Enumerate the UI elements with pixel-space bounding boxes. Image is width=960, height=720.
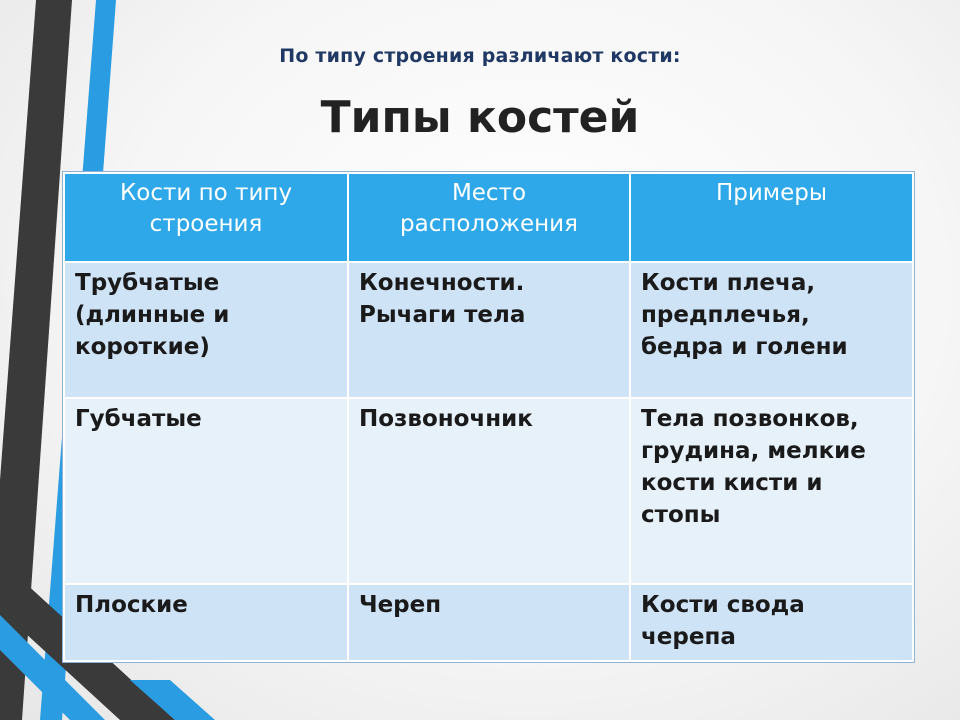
slide-title: Типы костей <box>320 92 640 143</box>
cell-text: Плоские <box>75 592 188 618</box>
table-cell <box>64 584 348 661</box>
table-row <box>64 398 913 584</box>
table-cell <box>630 262 913 398</box>
slide-subtitle: По типу строения различают кости: <box>279 45 681 67</box>
header-structure-type <box>64 173 348 262</box>
table-cell <box>630 398 913 584</box>
header-location <box>348 173 630 262</box>
table-header-row <box>64 173 913 262</box>
cell-text: Конечности. Рычаги тела <box>359 270 526 328</box>
cell-text: Трубчатые (длинные и короткие) <box>75 270 230 360</box>
table-cell <box>64 398 348 584</box>
table-cell <box>630 584 913 661</box>
cell-text: Кости свода черепа <box>641 592 805 650</box>
table-cell <box>64 262 348 398</box>
cell-text: Позвоночник <box>359 406 533 432</box>
table-cell <box>348 584 630 661</box>
header-label: Место расположения <box>400 180 578 237</box>
cell-text: Череп <box>359 592 442 618</box>
cell-text: Губчатые <box>75 406 202 432</box>
table-row <box>64 262 913 398</box>
table-cell <box>348 398 630 584</box>
table-cell <box>348 262 630 398</box>
header-examples <box>630 173 913 262</box>
header-label: Примеры <box>715 180 828 206</box>
bone-types-table <box>63 172 914 662</box>
table-row <box>64 584 913 661</box>
cell-text: Тела позвонков, грудина, мелкие кости кисти и стопы <box>641 406 866 528</box>
cell-text: Кости плеча, предплечья, бедра и голени <box>641 270 848 360</box>
header-label: Кости по типу строения <box>119 180 293 237</box>
